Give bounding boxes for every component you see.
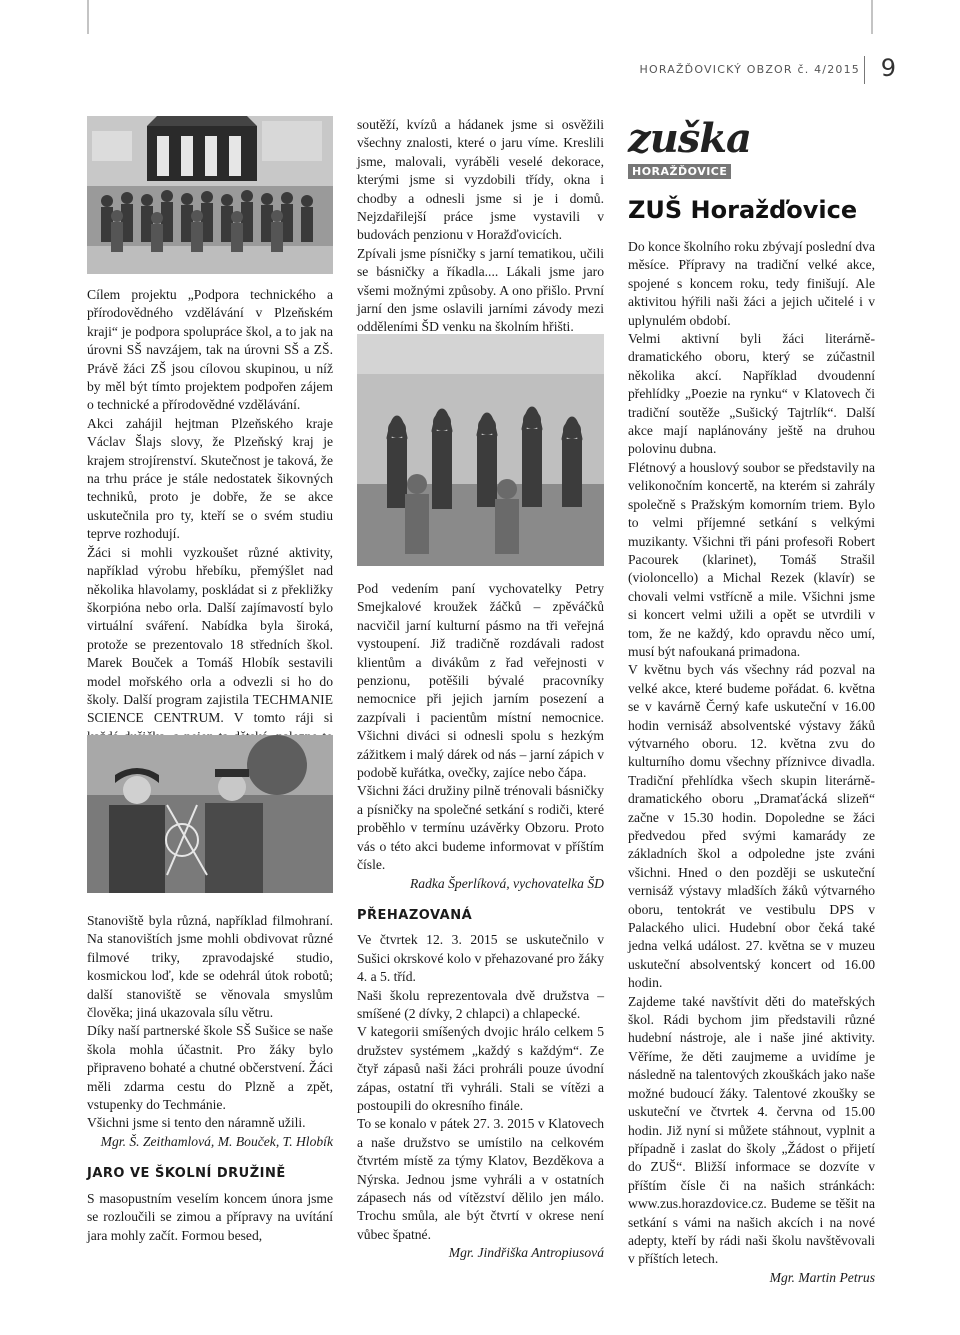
column-1-continuation [87, 912, 333, 1245]
zus-title: ZUŠ Horažďovice [628, 196, 858, 224]
paragraph: Cílem projektu „Podpora technického a přírodovědného vzdělávání v Plzeňském kraji“ je podpora spolupráce škol, a to jak na úrovni SŠ navzájem, tak na úrovni SŠ a ZŠ. Právě žáci ZŠ jsou cílovou skupinou, u níž by měl být tímto projektem podpořen zájem o technické a přírodovědné vzdělávání. [87, 287, 333, 413]
paragraph: Ve čtvrtek 12. 3. 2015 se uskutečnilo v Sušici okrskové kolo v přehazované pro žáky 4. a 5. tříd. [357, 932, 604, 985]
column-2-continuation [357, 580, 604, 1263]
paragraph: Flétnový a houslový soubor se představily na velikonočním koncertě, na kterém si zahrály společně s Pražským komorním triem. Bylo to velmi příjemné setkání s velkými muzikanty. Všichni tři páni profesoři Robert Pacourek (klarinet), Tomáš Strašil (violoncello) a Michal Rezek (klavír) se chovali velmi vstřícně a mile. Všichni jsme si koncert velmi užili a opět se utvrdili v tom, že ne každý, kdo opravdu něco umí, musí být nafoukaná primadona. [628, 459, 875, 659]
header-separator [864, 56, 865, 84]
paragraph: Pod vedením paní vychovatelky Petry Smejkalové kroužek žáčků – zpěváčků nacvičil jarní kulturní pásmo na tři veřejná vystoupení. Již tradičně rozdávali radost klientům a divákům z řad veřejnosti v penzionu, potěšili bývalé pracovníky nemocnice při jejich jarním posezení a zazpívali i pacientům místní nemocnice. Všichni diváci si odnesli spolu s hezkým zážitkem i malý dárek od nás – jarní zápich v podobě kuřátka, ovečky, zajíce nebo čápa. [357, 581, 604, 781]
zus-logo-subtitle: HORAŽĎOVICE [628, 164, 731, 179]
paragraph: Naši školu reprezentovala dvě družstva – smíšené (2 dívky, 2 chlapci) a chlapecké. [357, 987, 604, 1021]
photo-group-techmania [87, 116, 333, 274]
author-signature: Mgr. Martin Petrus [769, 1269, 875, 1285]
photo-students-model [87, 735, 333, 893]
paragraph: S masopustním veselím koncem února jsme se rozloučili se zimou a přípravy na uvítání jara mohly začít. Formou besed, [87, 1190, 333, 1243]
paragraph: Žáci si mohli vyzkoušet různé aktivity, například výrobu hřebíku, přemýšlet nad několika hlavolamy, poskládat si z překližky škorpióna nebo orla. Další zajímavostí bylo virtuální sváření. Nabídka byla široká, protože se prezentovalo 18 středních škol. Marek Bouček a Tomáš Hlobík sestavili model mořského orla a odvezli si ho do školy. Další program zajistila TECHMANIE SCIENCE CENTRUM. V tomto ráji si [87, 544, 333, 726]
paragraph: Zajdeme také navštívit děti do mateřských škol. Rádi bychom jim představili různé hudební nástroje, ale i naše jiné aktivity. Věříme, že děti zaujmeme a uvidíme je následně na talentových zkouškách jako naše možné budoucí žáky. Talentové zkoušky se uskuteční ve čtvrtek 4. června od 15.00 hodin. Již nyní si můžete stáhnout, vyplnit a případně i zaslat do školy „Žádost o přijetí do ZUŠ“. Bližší informace se dozvíte v příštím čísle či na našich stránkách: www.zus.horazdovice.cz. Budeme se těšit na setkání s vámi na našich akcích i na nové adepty, kteří by rádi naši školu navštěvovali v příštích letech. [628, 993, 875, 1267]
section-title-jaro: JARO VE ŠKOLNÍ DRUŽINĚ [87, 1166, 286, 1182]
paragraph: To se konalo v pátek 27. 3. 2015 v Klatovech a naše družstvo se umístilo na celkovém čtvrtém místě za týmy Klatov, Bezděkova a Nýrska. Jednou jsme vyhráli a v ostatních zápasech nás od vítězství dělilo jen málo. Trochu smůla, ale být čtvrtí v okrese není vůbec špatné. [357, 1116, 604, 1242]
photo-children-dancing [357, 334, 604, 566]
author-signature: Mgr. Jindřiška Antropiusová [448, 1245, 604, 1261]
photo-children-image [357, 334, 604, 566]
paragraph: Akci zahájil hejtman Plzeňského kraje Václav Šlajs slovy, že Plzeňský kraj je krajem strojírenství. Skutečnost je taková, že na trhu práce je stále nedostatek šikovných techniků, proto je dobře, že se akce uskutečnila pro ty, kteří se o svém studiu teprve rozhodují. [87, 415, 333, 542]
column-1-article [87, 286, 333, 765]
author-signature: Radka Šperlíková, vychovatelka ŠD [409, 875, 604, 891]
page-number: 9 [880, 54, 896, 82]
photo-students-image [87, 735, 333, 893]
paragraph: Všichni jsme si tento den náramně užili. [87, 1115, 306, 1131]
column-3-article [628, 238, 875, 1287]
paragraph: Velmi aktivní byli žáci literárně-dramatického oboru, který se zúčastnil několika akcí. Například dvoudenní přehlídky „Poezie na rynku“ v Klatovech či tradiční soutěže „Sušický Tajtrlík“. Další akce mají naplánovány ještě na druhou polovinu dubna. [628, 331, 875, 457]
column-2-article [357, 116, 604, 337]
running-head: HORAŽĎOVICKÝ OBZOR č. 4/2015 [639, 63, 860, 76]
paragraph: Stanoviště byla různá, například filmohraní. Na stanovištích jsme mohli obdivovat různé filmové triky, zpravodajské studio, kosmickou loď, kde se odehrál útok robotů; další stanoviště se věnovala smyslům člověka; jiná ukazovala sílu větru. [87, 913, 333, 1021]
paragraph: Všichni žáci družiny pilně trénovali básničky a písničky na společné setkání s rodiči, které proběhlo v termínu uzávěrky Obzoru. Proto vás o této akci budeme informovat v příštím čísle. [357, 783, 604, 873]
paragraph: Do konce školního roku zbývají poslední dva měsíce. Přípravy na tradiční velké akce, spojené s koncem roku, tedy finišují. Ale aktivitou hýřili naši žáci a jejich učitelé i v uplynulém období. [628, 239, 875, 328]
author-signature: Mgr. Š. Zeithamlová, M. Bouček, T. Hlobík [100, 1133, 333, 1149]
photo-group-image [87, 116, 333, 274]
zus-logo-text: zuška [628, 115, 751, 162]
paragraph: soutěží, kvízů a hádanek jsme si osvěžili všechny znalosti, které o jaru víme. Kreslili jsme, malovali, vyráběli veselé dekorace, kterými jsme si vyzdobili třídy, okna i chodby a odnesli jsme si je i domů. Nejzdařilejší práce jsme vystavili v budovách penzionu v Horažďovicích. [357, 117, 604, 243]
paragraph: Zpívali jsme písničky s jarní tematikou, učili se básničky a říkadla.... Lákali jsme jaro všemi možnými způsoby. A ono přišlo. První jarní den jsme oslavili jarními závody mezi odděleními ŠD venku na školním hřišti. [357, 245, 604, 335]
paragraph: Díky naší partnerské škole SŠ Sušice se naše škola mohla účastnit. Pro žáky bylo připraveno bohaté a chutné občerstvení. Žáci měli zdarma cestu do Plzně a zpět, vstupenky do Techmánie. [87, 1023, 333, 1113]
paragraph: V kategorii smíšených dvojic hrálo celkem 5 družstev systémem „každý s každým“. Ze čtyř zápasů naši žáci prohráli pouze úvodní zápas, ostatní tři vyhráli. Stali se vítězi a postoupili do okresního finále. [357, 1024, 604, 1113]
zus-logo [628, 115, 751, 186]
section-title-prehazovana: PŘEHAZOVANÁ [357, 907, 473, 923]
paragraph: V květnu bych vás všechny rád pozval na velké akce, které budeme pořádat. 6. května se v kavárně Černý kafe uskuteční v 16.00 hodin vernisáž absolventské výstavy žáků výtvarného oboru. 12. května zvu do kulturního domu všechny příznivce divadla. Tradiční přehlídka všech skupin literárně-dramatického oboru „Dramaťácká slizeň“ začne v 15.30 hodin. Dopoledne se žáci předvedou před svými kamarády ze základních škol a odpoledne jste zváni všichni. Hned o den později se uskuteční vernisáž výstavy mladších žáků výtvarného oboru, tentokrát ve vestibulu DPS v Palackého ulici. Hudební obor čeká také jedna velká událost. 27. května se v muzeu uskuteční absolventský koncert od 16.00 hodin. [628, 662, 875, 991]
header-rule [0, 0, 960, 110]
